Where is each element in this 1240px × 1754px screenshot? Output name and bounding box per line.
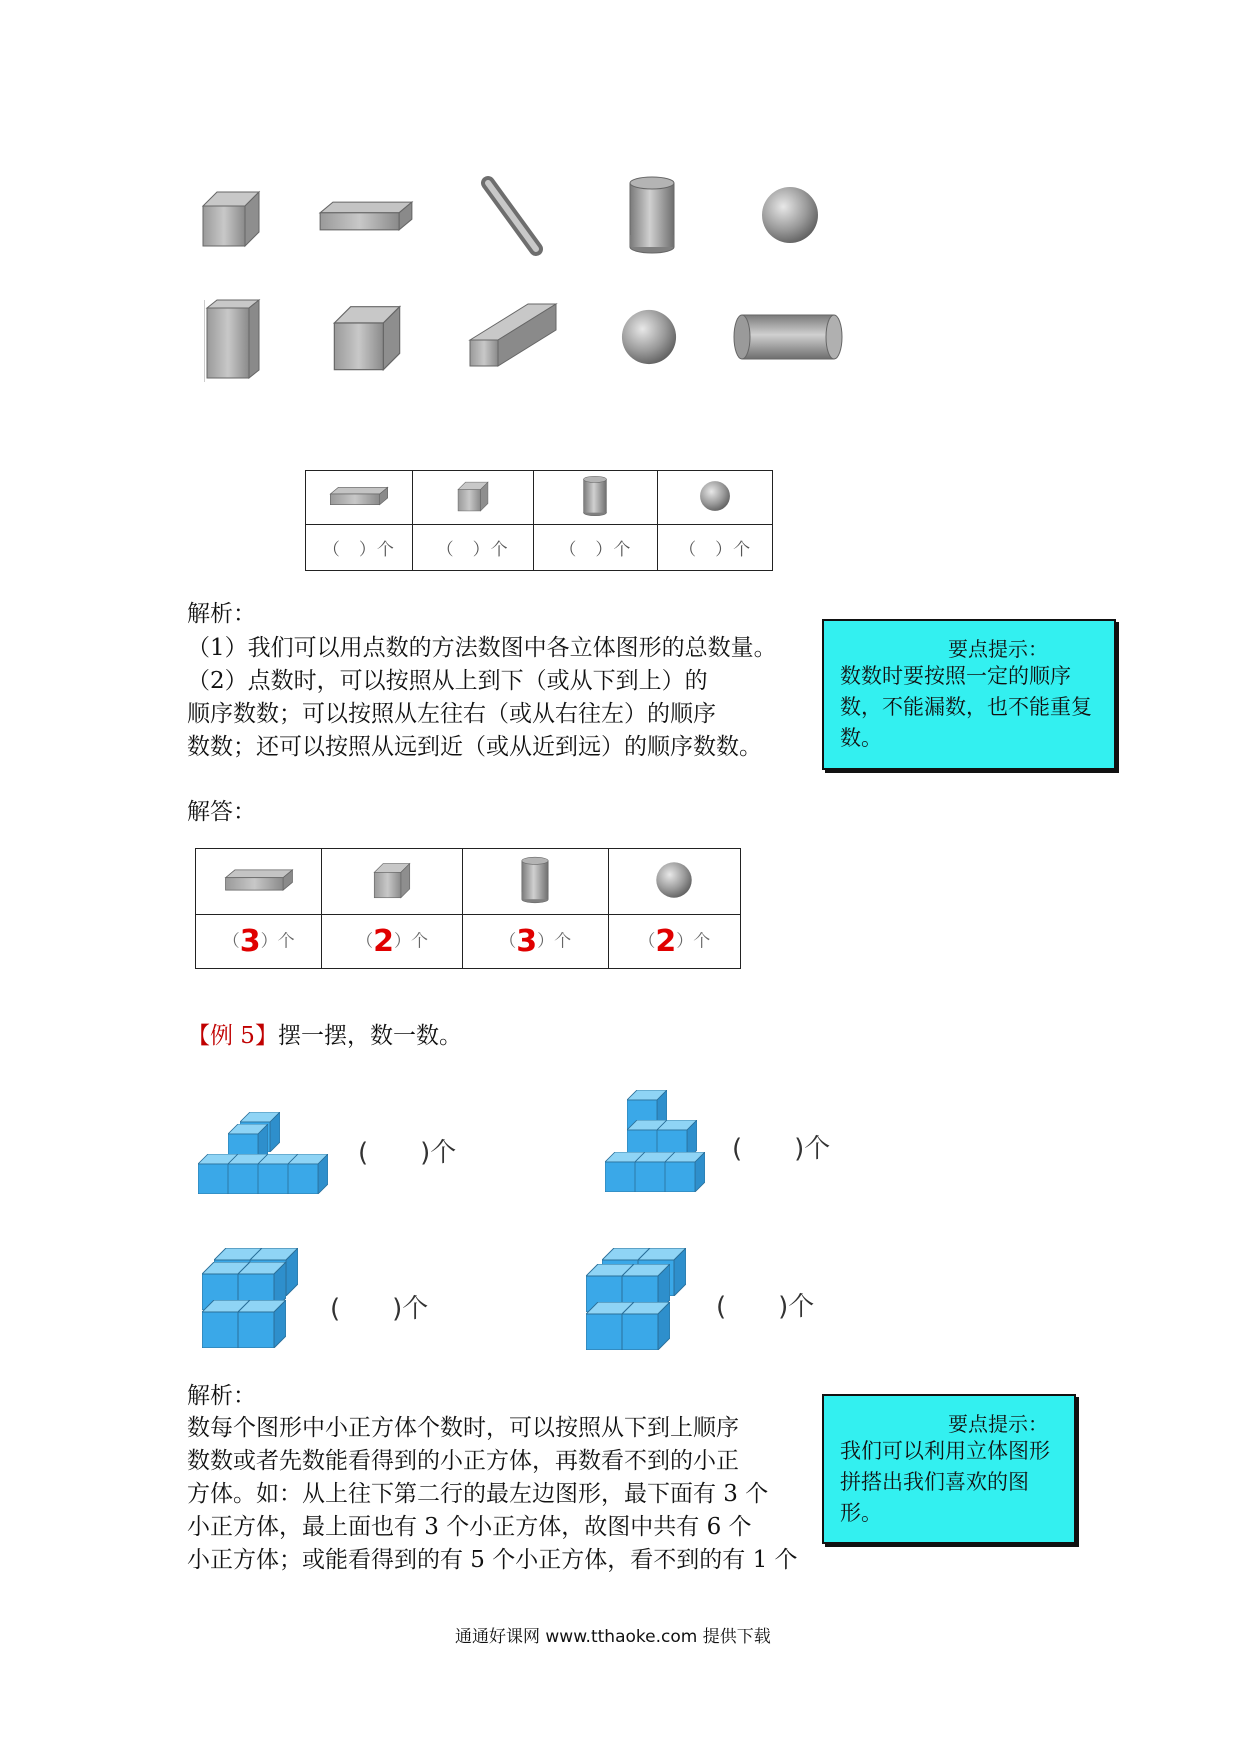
answer-value: 3 — [239, 924, 261, 959]
cube-icon — [198, 188, 264, 248]
long-box-icon — [468, 300, 558, 370]
cuboid-icon — [224, 861, 294, 899]
answer-value: 2 — [373, 924, 394, 959]
answer-heading: 解答： — [187, 799, 256, 825]
tip-line: 数。 — [840, 726, 882, 750]
analysis-line: （2）点数时，可以按照从上到下（或从下到上）的 — [187, 668, 708, 694]
cube-figure-3 — [202, 1248, 314, 1356]
analysis-line: 数每个图形中小正方体个数时，可以按照从下到上顺序 — [187, 1415, 739, 1441]
tip-body — [840, 1436, 1050, 1529]
answer-cell — [608, 915, 740, 969]
tall-box-icon — [205, 298, 261, 380]
answer-table — [195, 848, 741, 969]
bracket-close: ）个 — [260, 931, 295, 952]
analysis-line: 数数或者先数能看得到的小正方体，再数看不到的小正 — [187, 1448, 739, 1474]
count-blank[interactable]: ( )个 — [330, 1294, 429, 1324]
tip-title: 要点提示： — [948, 1412, 1048, 1436]
cube-figure-2 — [605, 1082, 717, 1192]
analysis-line: 小正方体；或能看得到的有 5 个小正方体，看不到的有 1 个 — [187, 1547, 798, 1573]
count-blank[interactable]: （ ）个 — [412, 525, 533, 571]
bracket-close: ）个 — [537, 931, 572, 952]
count-blank[interactable]: ( )个 — [732, 1134, 831, 1164]
bracket-close: ）个 — [676, 931, 711, 952]
cube-figure-4 — [586, 1248, 704, 1358]
question-table — [305, 470, 773, 571]
panel-edge-line — [204, 300, 205, 382]
sphere-icon — [655, 861, 693, 899]
answer-cell — [196, 915, 322, 969]
answer-value: 2 — [655, 924, 677, 959]
table-cell — [462, 849, 608, 915]
table-cell — [533, 471, 658, 525]
example-prompt: 摆一摆，数一数。 — [277, 1023, 462, 1049]
cube-icon — [330, 302, 404, 372]
count-blank[interactable]: （ ）个 — [658, 525, 773, 571]
bracket-open: （ — [222, 931, 240, 952]
count-blank[interactable]: （ ）个 — [533, 525, 658, 571]
analysis-line: 顺序数数；可以按照从左往右（或从右往左）的顺序 — [187, 701, 716, 727]
bracket-close: ）个 — [393, 931, 428, 952]
tip-body — [840, 661, 1092, 754]
sphere-icon — [760, 185, 820, 245]
answer-cell — [322, 915, 462, 969]
answer-cell — [462, 915, 608, 969]
tip-title: 要点提示： — [948, 637, 1048, 661]
cube-figure-1 — [198, 1112, 348, 1194]
table-cell — [306, 471, 413, 525]
lying-cylinder-icon — [732, 312, 844, 362]
tip-line: 我们可以利用立体图形 — [840, 1439, 1050, 1463]
tip-box — [822, 619, 1116, 770]
tip-line: 形。 — [840, 1501, 882, 1525]
bracket-open: （ — [499, 931, 517, 952]
count-blank[interactable]: （ ）个 — [306, 525, 413, 571]
cube-icon — [455, 480, 491, 512]
cylinder-icon — [520, 856, 550, 904]
sphere-icon — [699, 480, 731, 512]
table-cell — [412, 471, 533, 525]
analysis-line: 小正方体，最上面也有 3 个小正方体，故图中共有 6 个 — [187, 1514, 752, 1540]
flat-box-icon — [318, 200, 414, 232]
cuboid-icon — [329, 480, 389, 512]
bracket-open: （ — [638, 931, 656, 952]
example-heading — [187, 1020, 462, 1053]
table-cell — [322, 849, 462, 915]
analysis-line: （1）我们可以用点数的方法数图中各立体图形的总数量。 — [187, 635, 777, 661]
table-cell — [658, 471, 773, 525]
sphere-icon — [620, 308, 678, 366]
cube-icon — [371, 861, 413, 899]
footer-text: 通通好课网 www.tthaoke.com 提供下载 — [455, 1627, 771, 1647]
count-blank[interactable]: ( )个 — [716, 1292, 815, 1322]
count-blank[interactable]: ( )个 — [358, 1138, 457, 1168]
cylinder-icon — [582, 475, 608, 517]
answer-value: 3 — [516, 924, 538, 959]
table-cell — [196, 849, 322, 915]
analysis-heading: 解析： — [187, 601, 256, 627]
cylinder-icon — [627, 172, 677, 258]
table-cell — [608, 849, 740, 915]
tip-line: 拼搭出我们喜欢的图 — [840, 1470, 1029, 1494]
analysis-heading: 解析： — [187, 1383, 256, 1409]
tip-line: 数，不能漏数，也不能重复 — [840, 695, 1092, 719]
tip-box — [822, 1394, 1076, 1544]
example-tag: 【例 5】 — [187, 1023, 278, 1049]
tip-line: 数数时要按照一定的顺序 — [840, 664, 1071, 688]
bracket-open: （ — [356, 931, 374, 952]
analysis-line: 数数；还可以按照从远到近（或从近到远）的顺序数数。 — [187, 734, 762, 760]
analysis-line: 方体。如：从上往下第二行的最左边图形，最下面有 3 个 — [187, 1481, 769, 1507]
rod-icon — [478, 175, 548, 257]
